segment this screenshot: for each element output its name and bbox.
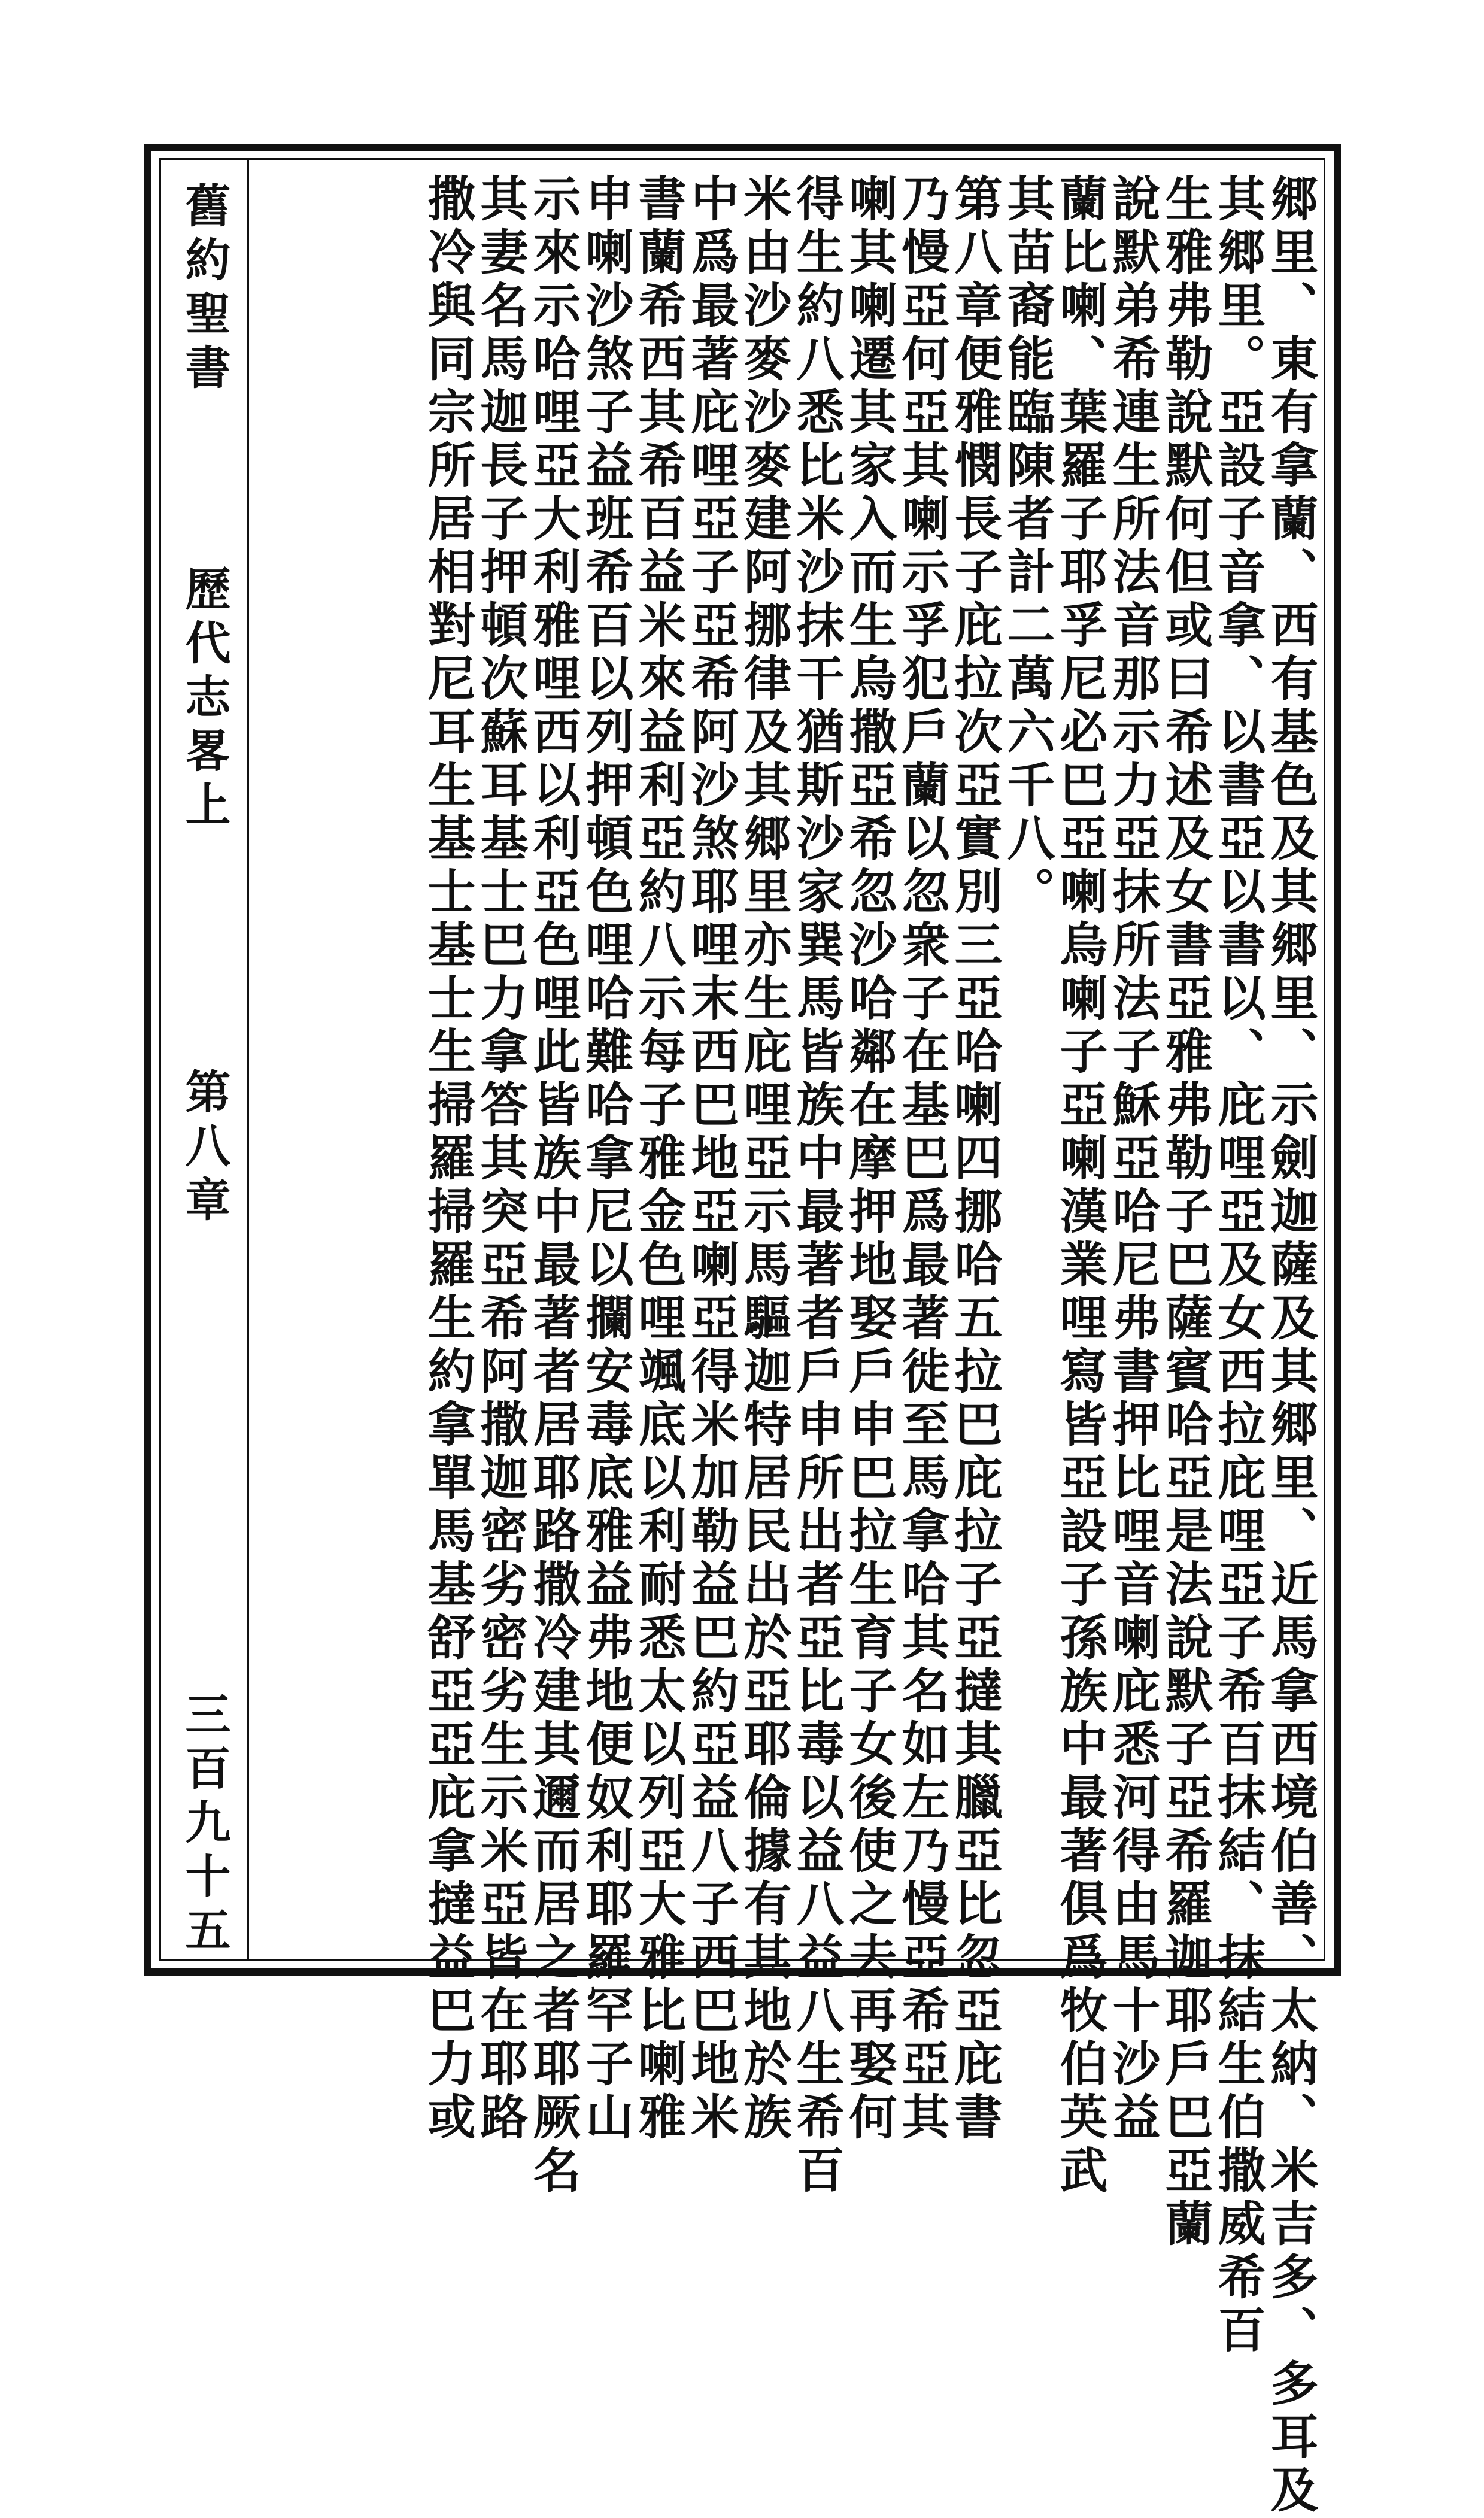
text-column: 郷里、東有拿蘭、西有基色及其郷里、示劍迦薩及其郷里、近馬拿西境伯善、太納、米吉多、多耳及 xyxy=(1263,174,1319,2518)
text-column: 其妻名馬迦長子押頓次蘇耳基士巴力拿答其突亞希阿撒迦密劣密劣生示米亞皆在耶路 xyxy=(472,174,529,2145)
text-column: 米由沙麥沙麥建阿挪律及其郷里亦生庇哩亞示馬驅迦特居民出於亞耶倫據有其地於族 xyxy=(736,174,792,2145)
margin-column xyxy=(159,158,249,1961)
text-column: 示來示哈哩亞大利雅哩西以利亞色哩此皆族中最著者居耶路撒冷建其邇而居之者耶厥名 xyxy=(525,174,581,2198)
volume-title: 歷代志畧上 xyxy=(178,565,231,835)
text-column: 喇其喇遷其家入而生烏撒亞希忽沙哈鄰在摩押地娶戶申巴拉生育子女後使之去再娶何 xyxy=(841,174,897,2145)
text-column: 說默弟希連生所法音那示力亞抹所法子穌亞哈尼弗書押比哩音喇庇悉河得由馬十沙益 xyxy=(1104,174,1161,2145)
chapter-title: 第八章 xyxy=(178,1068,231,1230)
text-column: 其苗裔能臨陳者計二萬六千八。 xyxy=(999,174,1055,920)
text-column: 書蘭希西其希百益米來益利亞約八示每子雅金色哩颯底以利耐悉太以列亞大雅比喇雅 xyxy=(630,174,687,2145)
page-number: 三百九十五 xyxy=(178,1691,231,1960)
text-column: 乃慢亞何亞其喇示孚犯戶蘭以忽衆子在基巴爲最著徙至馬拿哈其名如左乃慢亞希亞其 xyxy=(894,174,950,2145)
scripture-text xyxy=(251,174,1319,2518)
text-column: 申喇沙煞子益班希百以列押頓色哩哈難哈拿尼以攔安毒底雅益弗地便奴利耶羅罕子山 xyxy=(578,174,634,2145)
text-column: 撒冷與同宗所居相對尼耳生基士基士生掃羅掃羅生約拿單馬基舒亞亞庇拿撻益巴力或 xyxy=(420,174,476,2145)
text-column: 蘭比喇、葉羅子耶孚尼必巴亞喇烏喇子亞喇漢業哩寫皆亞設子孫族中最著俱爲牧伯英武 xyxy=(1052,174,1108,2198)
text-column: 其郷里。亞設子音拿、以書亞以書以、庇哩亞及女西拉庇哩亞子希百抹結、抹結生伯撒威希百 xyxy=(1210,174,1266,2358)
text-column: 中爲最著庇哩亞子亞希阿沙煞耶哩末西巴地亞喇亞得米加勒益巴約亞益八子西巴地米 xyxy=(683,174,739,2145)
text-column: 生雅弗勒說默何但或曰希述及女書亞雅弗勒子巴薩賓哈亞是法說默子亞希羅迦耶戶巴亞蘭 xyxy=(1157,174,1213,2252)
text-column: 第八章便雅憫長子庇拉次亞實別三亞哈喇四挪哈五拉巴庇拉子亞撻其臘亞比忽亞庇書 xyxy=(946,174,1003,2145)
book-title: 舊約聖書 xyxy=(178,182,231,398)
text-column: 得生約八悉比米沙抹干猶斯沙家巽馬皆族中最著者戶申所出者亞比毒以益八益八生希百 xyxy=(788,174,845,2198)
